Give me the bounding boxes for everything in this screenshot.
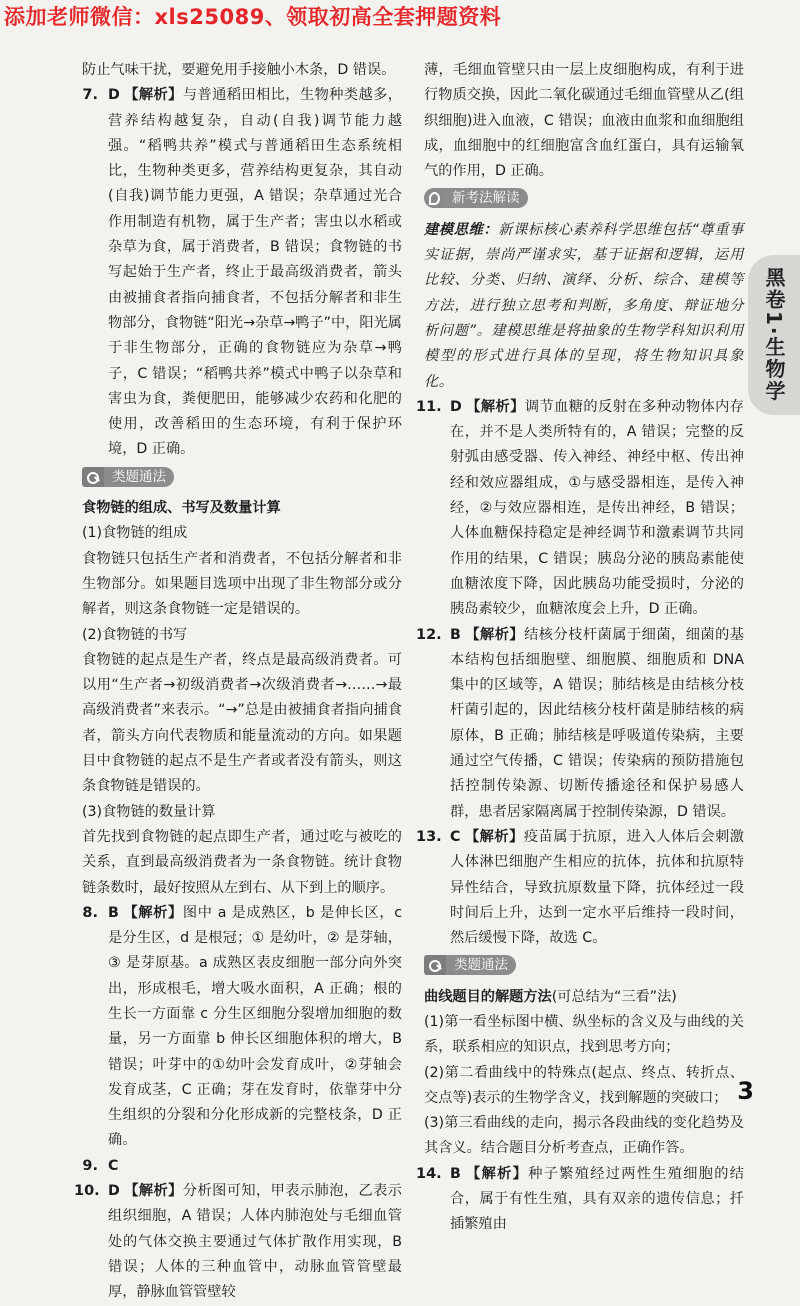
question-12: [416, 623, 744, 825]
question-number: 9.: [82, 1157, 98, 1174]
analysis-label: 【解析】: [465, 398, 525, 415]
continued-text: 防止气味干扰，要避免用手接触小木条，D 错误。: [82, 62, 396, 78]
question-number: 11.: [416, 398, 442, 415]
section-side-tab: [748, 255, 800, 415]
question-9: [82, 1154, 402, 1179]
answer-letter: C: [108, 1157, 119, 1174]
key-icon: [424, 955, 446, 975]
modeling-label: 建模思维：: [424, 221, 499, 238]
method-subtitle-1: (1)食物链的组成: [82, 525, 188, 542]
key-icon: [82, 467, 104, 487]
watermark-banner: 添加老师微信：xls25089、领取初高全套押题资料: [4, 5, 502, 29]
answer-letter: B: [108, 904, 119, 921]
question-13: [416, 825, 744, 951]
answer-letter: D: [450, 398, 462, 415]
analysis-text: 调节血糖的反射在多种动物体内存在，并不是人类所特有的，A 错误；完整的反射弧由感受器、传入神经、神经中枢、传出神经和效应器组成，①与感受器相连，是传入神经，②与效应器相连，是传出神经，B 错误；人体血糖保持稳定是神经调节和激素调节共同作用的结果，C 错误；胰岛分泌的胰岛素能使血糖浓度下降，因此胰岛功能受损时，分泌的胰岛素较少，血糖浓度会上升，D 正确。: [450, 398, 744, 618]
question-10: [74, 1179, 402, 1305]
tag-label: 类题通法: [104, 467, 174, 487]
answer-letter: B: [450, 626, 461, 643]
analysis-text: 图中 a 是成熟区，b 是伸长区，c 是分生区，d 是根冠；① 是幼叶，② 是芽轴，③ 是芽原基。a 成熟区表皮细胞一部分向外突出，形成根毛，增大吸水面积，A 正确；根的生长一方面靠 c 分生区细胞分裂增加细胞的数量，另一方面靠 b 伸长区细胞体积的增大，B 错误；叶芽中的①幼叶会发育成叶，②芽轴会发育成茎，C 正确；芽在发育时，依靠芽中分生组织的分裂和分化形成新的完整枝条，D 正确。: [108, 904, 402, 1149]
answer-letter: C: [450, 828, 461, 845]
method-subtitle-2: (2)食物链的书写: [82, 626, 188, 643]
analysis-text: 分析图可知，甲表示肺泡，乙表示组织细胞，A 错误；人体内肺泡处与毛细血管处的气体交换主要通过气体扩散作用实现，B 错误；人体的三种血管中，动脉血管管壁最厚，静脉血管管壁较: [108, 1183, 402, 1301]
analysis-label: 【解析】: [464, 626, 525, 643]
method-step-3: (3)第三看曲线的走向，揭示各段曲线的变化趋势及其含义。结合题目分析考查点，正确作答。: [424, 1115, 744, 1157]
modeling-note: [424, 218, 744, 395]
question-number: 10.: [74, 1183, 100, 1200]
analysis-label: 【解析】: [122, 904, 183, 921]
method-title-note: (可总结为“三看”法): [551, 988, 677, 1005]
analysis-label: 【解析】: [123, 87, 183, 104]
question-8: [82, 901, 402, 1154]
side-tab-label: 黑卷1·生物学: [762, 267, 786, 403]
method-text-3: 首先找到食物链的起点即生产者，通过吃与被吃的关系，直到最高级消费者为一条食物链。统计食物链条数时，最好按照从左到右、从下到上的顺序。: [82, 828, 402, 896]
tag-label: 类题通法: [446, 955, 516, 975]
left-column: [74, 58, 402, 1306]
question-number: 14.: [416, 1165, 442, 1182]
right-column: [416, 58, 744, 1238]
modeling-text: 新课标核心素养科学思维包括“尊重事实证据，崇尚严谨求实，基于证据和逻辑，运用比较、分类、归纳、演绎、分析、综合、建模等方法，进行独立思考和判断，多角度、辩证地分析问题”。建模思维是将抽象的生物学科知识利用模型的形式进行具体的呈现，将生物知识具象化。: [424, 221, 744, 390]
question-7: [82, 83, 402, 462]
method-tag: [82, 467, 174, 487]
analysis-text: 与普通稻田相比，生物种类越多，营养结构越复杂，自动(自我)调节能力越强。“稻鸭共养”模式与普通稻田生态系统相比，生物种类更多，营养结构更复杂，其自动(自我)调节能力更强，A 错误；杂草通过光合作用制造有机物，属于生产者；害虫以水稻或杂草为食，属于消费者，B 错误；食物链的书写起始于生产者，终止于最高级消费者，箭头由被捕食者指向捕食者，不包括分解者和非生物部分，食物链“阳光→杂草→鸭子”中，阳光属于非生物部分，正确的食物链应为杂草→鸭子，C 错误；“稻鸭共养”模式中鸭子以杂草和害虫为食，粪便肥田，能够减少农药和化肥的使用，改善稻田的生态环境，有利于保护环境，D 正确。: [108, 87, 402, 458]
analysis-label: 【解析】: [123, 1183, 183, 1200]
question-number: 12.: [416, 626, 442, 643]
tag-label: 新考法解读: [444, 188, 528, 208]
method-title-text: 曲线题目的解题方法: [424, 988, 552, 1005]
pin-icon: [424, 188, 444, 208]
page-number: 3: [737, 1077, 754, 1105]
question-number: 13.: [416, 828, 442, 845]
analysis-text: 种子繁殖经过两性生殖细胞的结合，属于有性生殖，具有双亲的遗传信息；扦插繁殖由: [450, 1165, 744, 1233]
question-14: [416, 1162, 744, 1238]
answer-letter: D: [108, 1183, 120, 1200]
analysis-text: 疫苗属于抗原，进入人体后会刺激人体淋巴细胞产生相应的抗体，抗体和抗原特异性结合，导致抗原数量下降，抗体经过一段时间后上升，达到一定水平后维持一段时间，然后缓慢下降，故选 C。: [450, 828, 744, 947]
new-method-tag: [424, 188, 528, 208]
method-tag: [424, 955, 516, 975]
method-subtitle-3: (3)食物链的数量计算: [82, 803, 216, 820]
method-step-1: (1)第一看坐标图中横、纵坐标的含义及与曲线的关系，联系相应的知识点，找到思考方向；: [424, 1013, 744, 1056]
analysis-label: 【解析】: [464, 1165, 529, 1182]
method-title: 食物链的组成、书写及数量计算: [82, 500, 281, 517]
analysis-label: 【解析】: [464, 828, 524, 845]
question-number: 8.: [82, 904, 98, 921]
continued-text: 薄，毛细血管壁只由一层上皮细胞构成，有利于进行物质交换，因此二氧化碳通过毛细血管壁从乙(组织细胞)进入血液，C 错误；血液由血浆和血细胞组成，血细胞中的红细胞富含血红蛋白，具有运输氧气的作用，D 正确。: [424, 62, 744, 180]
method-step-2: (2)第二看曲线中的特殊点(起点、终点、转折点、交点等)表示的生物学含义，找到解题的突破口；: [424, 1064, 744, 1106]
answer-letter: D: [108, 87, 120, 104]
answer-letter: B: [450, 1165, 461, 1182]
method-text-1: 食物链只包括生产者和消费者，不包括分解者和非生物部分。如果题目选项中出现了非生物部分或分解者，则这条食物链一定是错误的。: [82, 550, 402, 618]
method-text-2: 食物链的起点是生产者，终点是最高级消费者。可以用“生产者→初级消费者→次级消费者→……→最高级消费者”来表示。“→”总是由被捕食者指向捕食者，箭头方向代表物质和能量流动的方向。如果题目中食物链的起点不是生产者或者没有箭头，则这条食物链是错误的。: [82, 651, 402, 795]
question-11: [416, 395, 744, 623]
analysis-text: 结核分枝杆菌属于细菌，细菌的基本结构包括细胞壁、细胞膜、细胞质和 DNA 集中的区域等，A 错误；肺结核是由结核分枝杆菌引起的，因此结核分枝杆菌是肺结核的病原体，B 正确；肺结核是呼吸道传染病，主要通过空气传播，C 错误；传染病的预防措施包括控制传染源、切断传播途径和保护易感人群，患者居家隔离属于控制传染源，D 错误。: [450, 626, 744, 820]
question-number: 7.: [82, 87, 98, 104]
method-title: [424, 985, 744, 1010]
